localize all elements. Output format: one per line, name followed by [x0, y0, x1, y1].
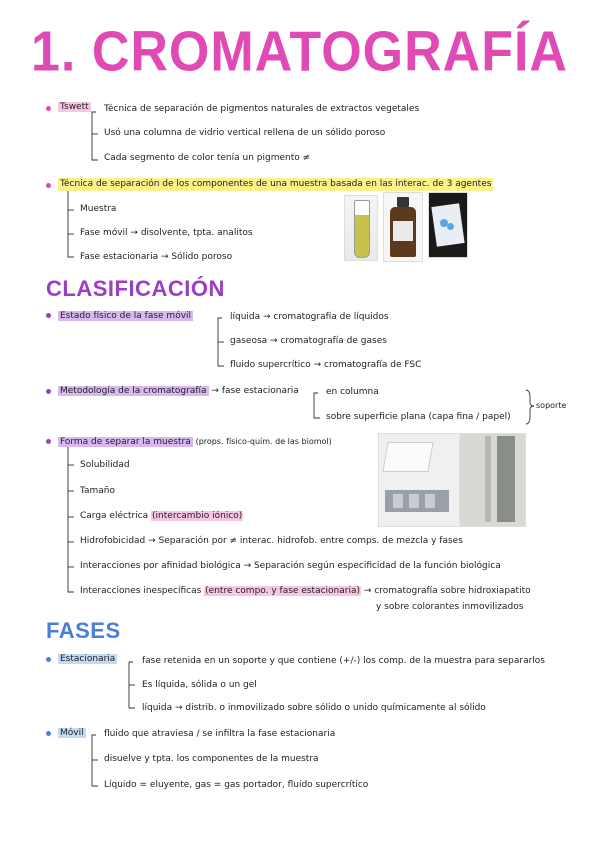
estado-item: líquida → cromatografía de líquidos — [230, 312, 389, 322]
tswett-label: Tswett — [60, 102, 89, 112]
estado-item: gaseosa → cromatografía de gases — [230, 336, 387, 346]
metodologia-mid: fase estacionaria — [221, 386, 299, 396]
page-title: 1. CROMATOGRAFÍA — [31, 20, 568, 84]
forma-label: Forma de separar la muestra — [60, 437, 191, 447]
bullet — [46, 389, 51, 394]
movil-label-wrap — [58, 728, 86, 739]
forma-item: Hidrofobicidad → Separación por ≠ interac. hidrofob. entre comps. de mezcla y fases — [80, 536, 463, 546]
forma-item: Interacciones inespecíficas — [80, 586, 202, 596]
soporte-label: soporte — [536, 401, 567, 410]
forma-note: (props. físico-quím. de las biomol) — [195, 437, 332, 446]
forma-item: Tamaño — [80, 486, 116, 496]
tswett-label-wrap — [58, 102, 91, 113]
forma-item-wrap — [80, 586, 531, 597]
bullet — [46, 657, 51, 662]
resin-package-image — [428, 192, 468, 258]
bullet — [46, 439, 51, 444]
bullet — [46, 106, 51, 111]
carga-note: (intercambio iónico) — [152, 511, 243, 521]
estacionaria-item: fase retenida en un soporte y que contiene (+/-) los comp. de la muestra para separarlos — [142, 656, 545, 666]
inesp-note: (entre compo. y fase estacionaria) — [205, 586, 360, 596]
estacionaria-item: Es líquida, sólida o un gel — [142, 680, 257, 690]
definition-text: Técnica de separación de los componentes de una muestra basada en las interac. de 3 agentes — [60, 179, 492, 189]
tswett-item: Usó una columna de vidrio vertical rellena de un sólido poroso — [104, 128, 386, 138]
estacionaria-label: Estacionaria — [60, 654, 116, 664]
metodologia-label: Metodología de la cromatografía — [60, 386, 207, 396]
metodologia-item: en columna — [326, 387, 379, 397]
tlc-plates-image — [378, 433, 460, 527]
metodologia-item: sobre superficie plana (capa fina / papel) — [326, 412, 511, 422]
estado-item: fluido supercrítico → cromatografía de FSC — [230, 360, 422, 370]
bullet — [46, 731, 51, 736]
estacionaria-label-wrap — [58, 654, 117, 665]
movil-item: disuelve y tpta. los componentes de la muestra — [104, 754, 319, 764]
section-heading-clasificacion: CLASIFICACIÓN — [46, 276, 225, 301]
tswett-item: Cada segmento de color tenía un pigmento ≠ — [104, 153, 311, 163]
column-image — [460, 433, 526, 527]
movil-item: Líquido = eluyente, gas = gas portador, fluido supercrítico — [104, 780, 369, 790]
estacionaria-item: líquida → distrib. o inmovilizado sobre sólido o unido químicamente al sólido — [142, 703, 486, 713]
definition-item: Muestra — [80, 204, 117, 214]
bullet — [46, 313, 51, 318]
forma-item: Interacciones por afinidad biológica → Separación según especificidad de la función biológica — [80, 561, 501, 571]
vial-image — [344, 195, 378, 261]
definition-item: Fase móvil → disolvente, tpta. analitos — [80, 228, 253, 238]
bullet — [46, 183, 51, 188]
estado-label-wrap — [58, 311, 193, 322]
forma-item: Carga eléctrica — [80, 511, 149, 521]
forma-item: Solubilidad — [80, 460, 130, 470]
estado-label: Estado físico de la fase móvil — [60, 311, 192, 321]
forma-item-wrap — [80, 511, 243, 522]
definition-item: Fase estacionaria → Sólido poroso — [80, 252, 233, 262]
solvent-bottle-image — [383, 192, 423, 262]
movil-item: fluido que atraviesa / se infiltra la fase estacionaria — [104, 729, 336, 739]
metodologia-label-wrap: Metodología de la cromatografía → fase estacionaria — [60, 386, 299, 396]
tswett-item: Técnica de separación de pigmentos naturales de extractos vegetales — [104, 104, 420, 114]
section-heading-fases: FASES — [46, 618, 121, 643]
inesp-result-2: y sobre colorantes inmovilizados — [376, 602, 524, 612]
inesp-result: → cromatografía sobre hidroxiapatito — [363, 586, 531, 596]
forma-label-wrap — [58, 436, 332, 448]
movil-label: Móvil — [60, 728, 84, 738]
